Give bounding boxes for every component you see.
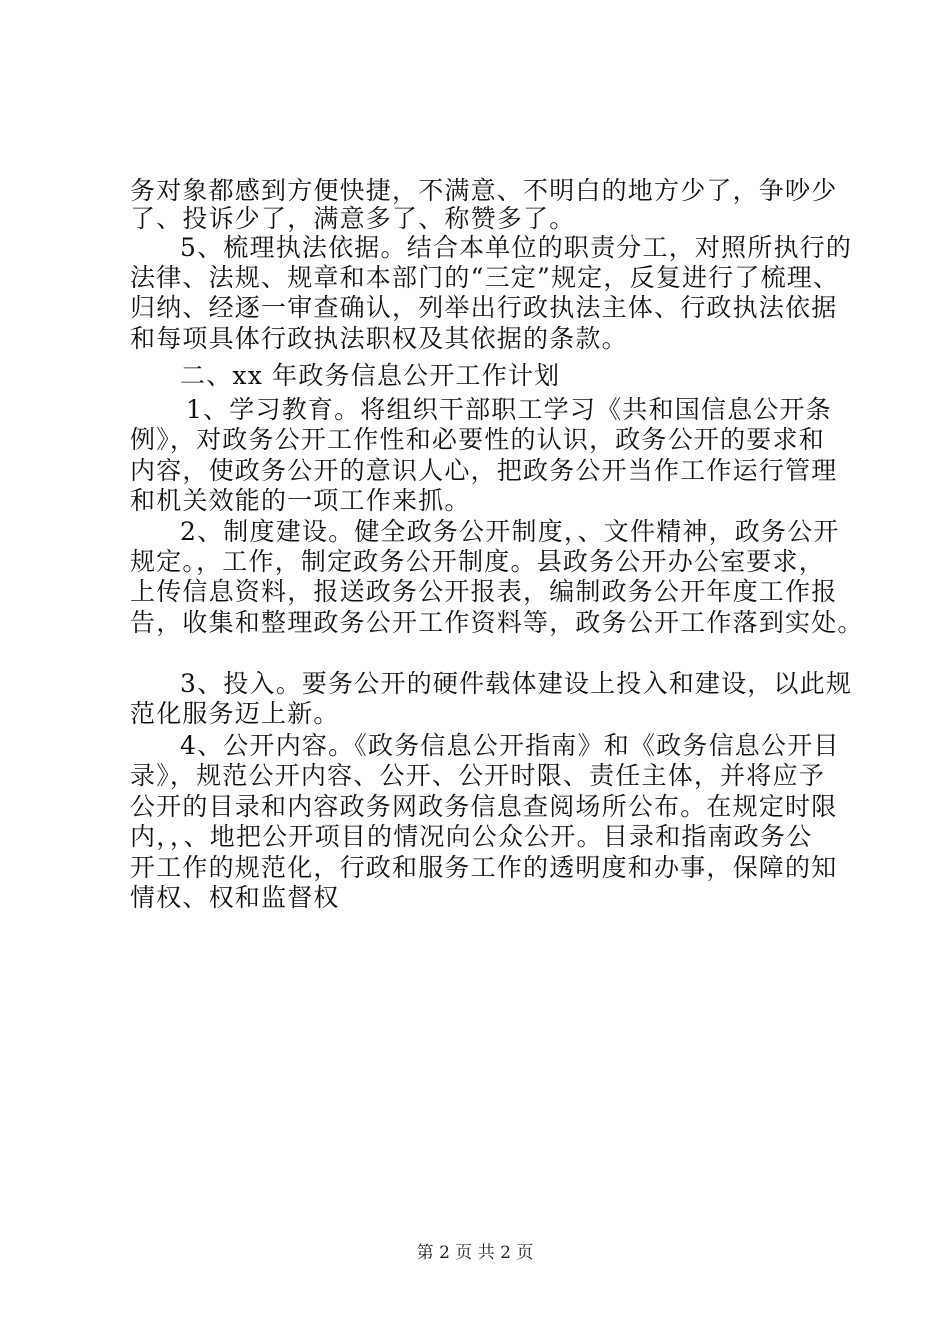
text-line-22: 开工作的规范化，行政和服务工作的透明度和办事，保障的知: [130, 853, 838, 882]
text-line-20: 公开的目录和内容政务网政务信息查阅场所公布。在规定时限: [130, 792, 838, 821]
text-line-8: 1、学习教育。将组织干部职工学习《共和国信息公开条: [186, 395, 832, 424]
text-line-2: 了、投诉少了，满意多了、称赞多了。: [130, 204, 576, 233]
text-line-6: 和每项具体行政执法职权及其依据的条款。: [130, 324, 628, 353]
text-line-13: 规定。，工作，制定政务公开制度。县政务公开办公室要求，: [130, 547, 825, 576]
section-heading: 二、xx 年政务信息公开工作计划: [180, 361, 561, 390]
text-line-18: 4、公开内容。《政务信息公开指南》和《政务信息公开目: [180, 731, 840, 760]
text-line-10: 内容，使政务公开的意识人心，把政务公开当作工作运行管理: [130, 456, 838, 485]
text-line-1: 务对象都感到方便快捷，不满意、不明白的地方少了，争吵少: [130, 176, 838, 205]
text-line-19: 录》，规范公开内容、公开、公开时限、责任主体，并将应予: [130, 761, 825, 790]
text-line-16: 3、投入。要务公开的硬件载体建设上投入和建设，以此规: [180, 669, 853, 698]
text-line-15: 告，收集和整理政务公开工作资料等，政务公开工作落到实处。: [130, 608, 864, 637]
text-line-12: 2、制度建设。健全政务公开制度，、文件精神，政务公开: [180, 517, 840, 546]
text-line-17: 范化服务迈上新。: [130, 699, 340, 728]
text-line-4: 法律、法规、规章和本部门的“三定”规定，反复进行了梳理、: [130, 263, 840, 292]
text-line-9: 例》，对政务公开工作性和必要性的认识，政务公开的要求和: [130, 425, 825, 454]
text-line-21: 内，，、地把公开项目的情况向公众公开。目录和指南政务公: [130, 822, 813, 851]
text-line-23: 情权、权和监督权: [130, 883, 340, 912]
text-line-14: 上传信息资料，报送政务公开报表，编制政务公开年度工作报: [130, 577, 838, 606]
text-line-5: 归纳、经逐一审查确认，列举出行政执法主体、行政执法依据: [130, 293, 838, 322]
page-number-footer: 第 2 页 共 2 页: [416, 1243, 534, 1263]
text-line-11: 和机关效能的一项工作来抓。: [130, 486, 471, 515]
text-line-3: 5、梳理执法依据。结合本单位的职责分工，对照所执行的: [180, 233, 853, 262]
